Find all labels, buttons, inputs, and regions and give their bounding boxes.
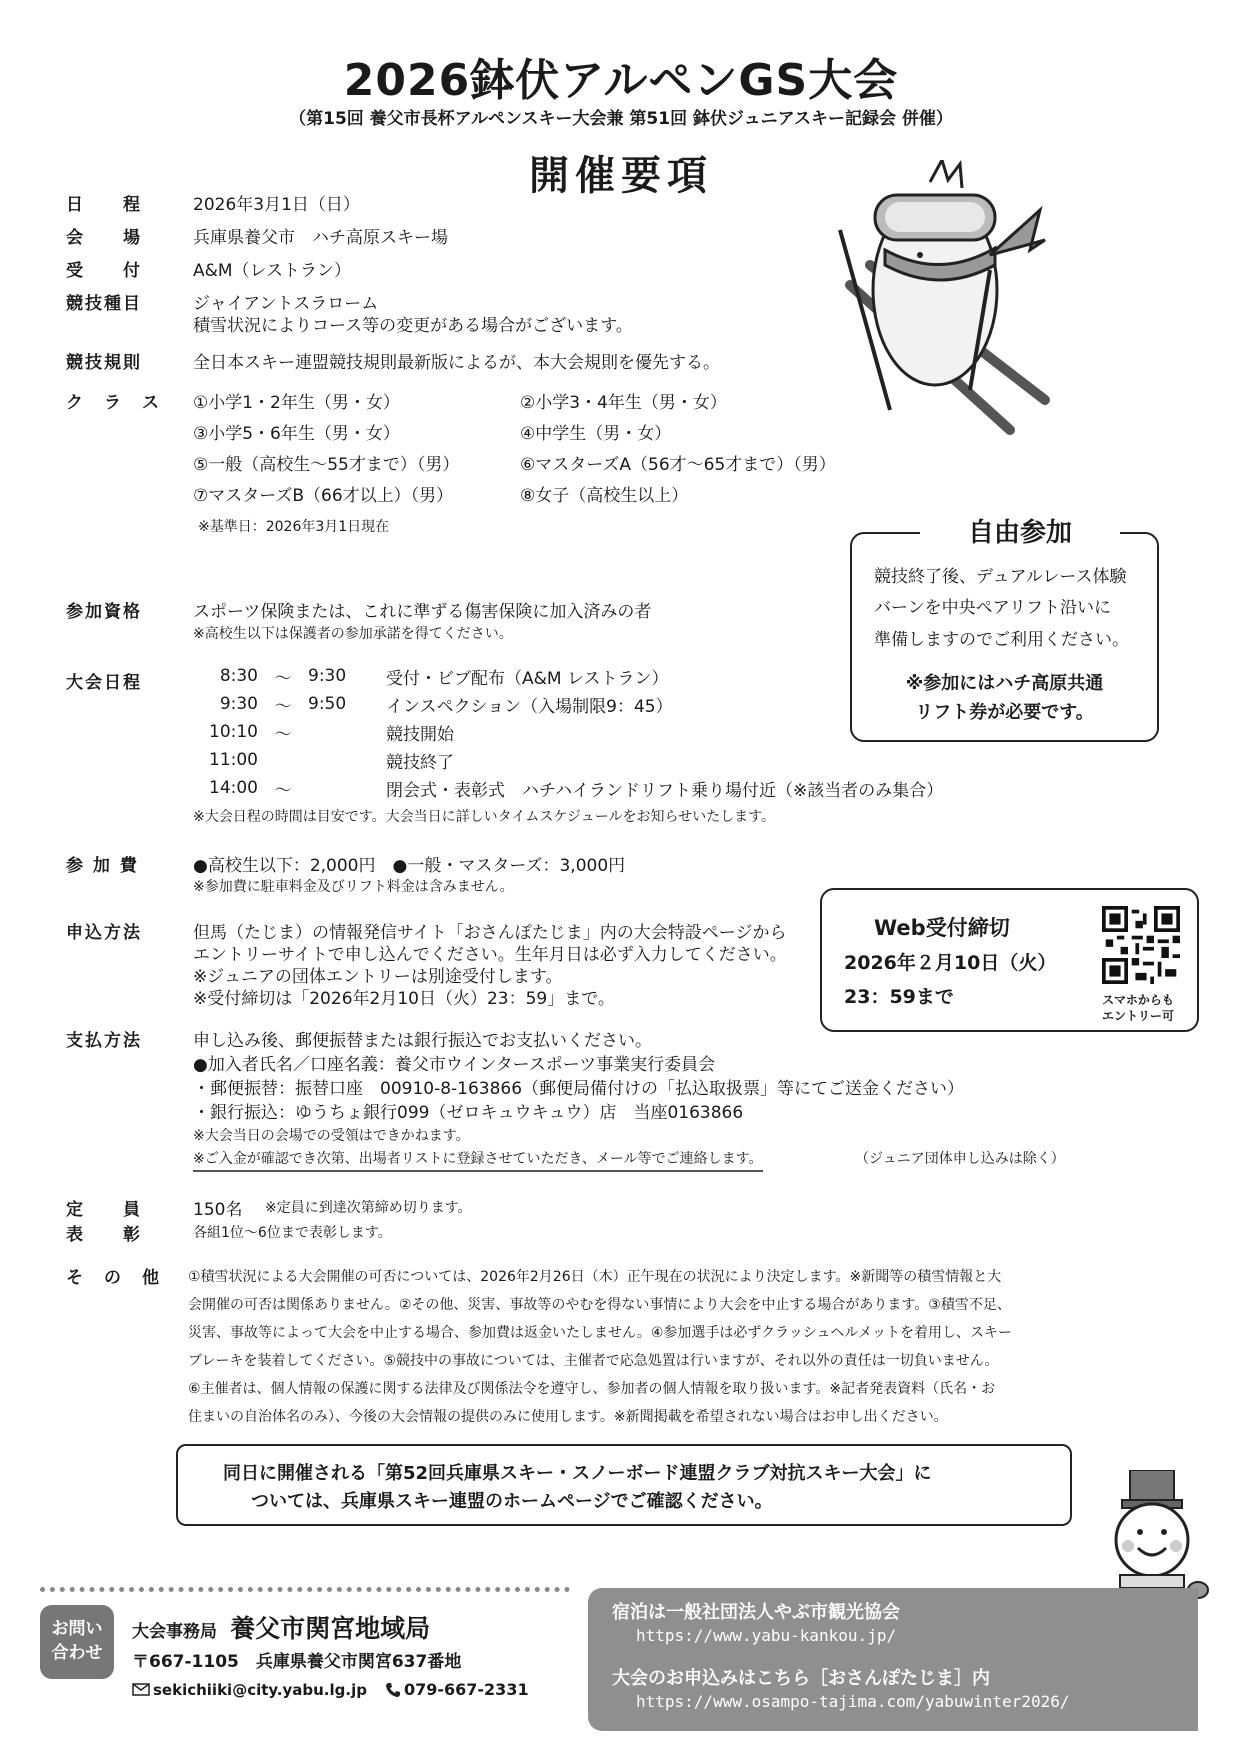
notice-line2: ついては、兵庫県スキー連盟のホームページでご確認ください。: [251, 1490, 773, 1512]
other-line: ブレーキを装着してください。⑤競技中の事故については、主催者で応急処置は行いますが、それ以外の責任は一切負いません。: [188, 1353, 999, 1369]
value-event-line2: 積雪状況によりコース等の変更がある場合がございます。: [193, 316, 633, 336]
label-reception: 受 付: [66, 261, 142, 281]
other-line: 災害、事故等によって大会を中止する場合、参加費は返金いたしません。④参加選手は必ずクラッシュヘルメットを着用し、スキー: [188, 1325, 1012, 1341]
timetable-sep: 〜: [274, 724, 292, 745]
value-capacity: 150名: [193, 1200, 243, 1220]
stay-url[interactable]: https://www.yabu-kankou.jp/: [636, 1626, 897, 1645]
timetable-end: [308, 774, 364, 802]
label-schedule-date: 日 程: [66, 195, 142, 215]
class-item: ⑧女子（高校生以上）: [520, 486, 689, 506]
contact-badge: [40, 1605, 114, 1679]
deadline-date: 2026年２月10日（火）: [844, 952, 1057, 974]
stay-text: 宿泊は一般社団法人やぶ市観光協会: [612, 1602, 900, 1623]
phone-icon: [385, 1682, 401, 1698]
payment-note1: ※大会当日の会場での受領はできかねます。: [193, 1128, 470, 1144]
application-line: ※ジュニアの団体エントリーは別途受付します。: [193, 967, 563, 987]
value-eligibility: スポーツ保険または、これに準ずる傷害保険に加入済みの者: [193, 602, 652, 622]
timetable-sep: 〜: [274, 780, 292, 801]
other-line: ⑥主催者は、個人情報の保護に関する法律及び関係法令を遵守し、参加者の個人情報を取り扱います。※記者発表資料（氏名・お: [188, 1381, 996, 1397]
label-other: そ の 他: [66, 1268, 161, 1288]
deadline-time: 23：59まで: [844, 986, 954, 1008]
contact-badge-line1: お問い: [51, 1619, 103, 1640]
mascot-skier-illustration: [830, 160, 1060, 450]
label-capacity: 定 員: [66, 1200, 142, 1220]
timetable-note: ※大会日程の時間は目安です。大会当日に詳しいタイムスケジュールをお知らせいたします。: [193, 809, 775, 825]
value-fee: ●高校生以下：2,000円 ●一般・マスターズ：3,000円: [193, 856, 626, 876]
timetable-row: [196, 774, 943, 802]
application-line: 但馬（たじま）の情報発信サイト「おさんぽたじま」内の大会特設ページから: [193, 923, 787, 943]
timetable-start: 10:10: [209, 722, 258, 742]
timetable-desc: 競技終了: [386, 752, 454, 773]
label-rules: 競技規則: [66, 353, 142, 373]
class-item: ④中学生（男・女）: [520, 424, 672, 444]
free-note1: ※参加にはハチ高原共通: [905, 673, 1104, 694]
payment-line: ・郵便振替：振替口座 00910-8-163866（郵便局備付けの「払込取扱票」等にてご送金ください）: [193, 1079, 965, 1099]
qr-caption2: エントリー可: [1101, 1009, 1174, 1024]
apply-url[interactable]: https://www.osampo-tajima.com/yabuwinter2026/: [636, 1692, 1070, 1711]
contact-phone[interactable]: 079-667-2331: [403, 1680, 529, 1699]
class-item: ②小学3・4年生（男・女）: [520, 393, 727, 413]
timetable-desc: インスペクション（入場制限9：45）: [386, 696, 673, 717]
payment-line: 申し込み後、郵便振替または銀行振込でお支払いください。: [193, 1031, 652, 1051]
free-participation-box: [850, 518, 1159, 742]
timetable-end: [308, 746, 364, 774]
timetable-sep: 〜: [274, 668, 292, 689]
notice-box: [176, 1444, 1072, 1526]
label-timetable: 大会日程: [66, 673, 142, 693]
other-line: 会開催の可否は関係ありません。②その他、災害、事故等のやむを得ない事情により大会を中止する場合があります。③積雪不足、: [188, 1297, 1011, 1313]
timetable-start: 11:00: [209, 750, 258, 770]
free-note2: リフト券が必要です。: [915, 701, 1094, 723]
timetable-row: [196, 746, 943, 774]
timetable-end: [308, 718, 364, 746]
contact-badge-line2: 合わせ: [51, 1643, 103, 1663]
footer-divider: [40, 1587, 570, 1592]
class-item: ③小学5・6年生（男・女）: [193, 424, 400, 444]
application-line: ※受付締切は「2026年2月10日（火）23：59」まで。: [193, 989, 615, 1009]
payment-line: ・銀行振込：ゆうちょ銀行099（ゼロキュウキュウ）店 当座0163866: [193, 1103, 744, 1123]
timetable-desc: 受付・ビブ配布（A&M レストラン）: [386, 668, 669, 689]
application-line: エントリーサイトで申し込んでください。生年月日は必ず入力してください。: [193, 945, 787, 965]
value-award: 各組1位〜6位まで表彰します。: [193, 1225, 392, 1241]
free-participation-title: 自由参加: [920, 512, 1120, 549]
label-eligibility: 参加資格: [66, 602, 142, 622]
page-title: 2026鉢伏アルペンGS大会: [343, 55, 899, 106]
class-item: ⑥マスターズA（56才〜65才まで）（男）: [520, 455, 836, 475]
timetable-sep: [258, 746, 308, 774]
timetable-start: 14:00: [209, 778, 258, 798]
label-fee: 参 加 費: [66, 856, 139, 876]
label-classes: ク ラ ス: [66, 393, 161, 413]
free-line: 準備しますのでご利用ください。: [874, 629, 1129, 650]
qr-caption1: スマホからも: [1102, 993, 1174, 1007]
deadline-title: Web受付締切: [874, 916, 1010, 940]
apply-text: 大会のお申込みはこちら［おさんぽたじま］内: [612, 1668, 990, 1689]
contact-email[interactable]: sekichiiki@city.yabu.lg.jp: [153, 1680, 367, 1699]
payment-note2: ※ご入金が確認でき次第、出場者リストに登録させていただき、メール等でご連絡します。: [193, 1148, 763, 1172]
timetable-desc: 閉会式・表彰式 ハチハイランドリフト乗り場付近（※該当者のみ集合）: [386, 780, 944, 801]
other-line: 住まいの自治体名のみ）、今後の大会情報の提供のみに使用します。※新聞掲載を希望されない場合はお申し出ください。: [188, 1409, 948, 1425]
label-event: 競技種目: [66, 294, 142, 314]
timetable-row: [196, 690, 943, 718]
value-venue: 兵庫県養父市 ハチ高原スキー場: [193, 228, 448, 248]
qr-code-icon[interactable]: [1102, 906, 1180, 984]
payment-note2-suffix: （ジュニア団体申し込みは除く）: [855, 1151, 1065, 1167]
timetable: [196, 662, 943, 802]
timetable-row: [196, 662, 943, 690]
value-event-line1: ジャイアントスラローム: [193, 294, 379, 314]
office-prefix: 大会事務局: [132, 1622, 217, 1642]
payment-line: ●加入者氏名／口座名義：養父市ウインタースポーツ事業実行委員会: [193, 1055, 716, 1075]
timetable-sep: 〜: [274, 696, 292, 717]
timetable-start: 8:30: [219, 666, 258, 686]
classes-note: ※基準日：2026年3月1日現在: [198, 519, 390, 535]
label-venue: 会 場: [66, 228, 142, 248]
label-payment: 支払方法: [66, 1031, 142, 1051]
value-reception: A&M（レストラン）: [193, 261, 352, 281]
other-line: ①積雪状況による大会開催の可否については、2026年2月26日（木）正午現在の状況により決定します。※新聞等の積雪情報と大: [188, 1269, 1002, 1285]
page-subtitle: （第15回 養父市長杯アルペンスキー大会兼 第51回 鉢伏ジュニアスキー記録会 併催）: [289, 109, 953, 129]
office-name: 養父市関宮地域局: [230, 1614, 431, 1643]
class-item: ⑦マスターズB（66才以上）（男）: [193, 486, 454, 506]
timetable-start: 9:30: [219, 694, 258, 714]
class-item: ⑤一般（高校生〜55才まで）（男）: [193, 455, 460, 475]
label-award: 表 彰: [66, 1225, 142, 1245]
notice-line1: 同日に開催される「第52回兵庫県スキー・スノーボード連盟クラブ対抗スキー大会」に: [223, 1463, 932, 1484]
label-application: 申込方法: [66, 923, 142, 943]
fee-note: ※参加費に駐車料金及びリフト料金は含みません。: [193, 879, 514, 895]
eligibility-note: ※高校生以下は保護者の参加承諾を得てください。: [193, 626, 513, 642]
timetable-desc: 競技開始: [386, 724, 454, 745]
mail-icon: [132, 1683, 150, 1696]
value-rules: 全日本スキー連盟競技規則最新版によるが、本大会規則を優先する。: [193, 353, 720, 373]
timetable-end: 9:50: [308, 694, 347, 714]
class-item: ①小学1・2年生（男・女）: [193, 393, 400, 413]
free-line: バーンを中央ペアリフト沿いに: [874, 598, 1111, 619]
timetable-end: 9:30: [308, 666, 347, 686]
info-panel: [588, 1588, 1198, 1731]
capacity-note: ※定員に到達次第締め切ります。: [265, 1200, 472, 1216]
office-address: 〒667-1105 兵庫県養父市関宮637番地: [132, 1652, 462, 1672]
section-heading: 開催要項: [529, 153, 713, 199]
other-text: [188, 1263, 1012, 1431]
value-schedule-date: 2026年3月1日（日）: [193, 195, 360, 215]
free-line: 競技終了後、デュアルレース体験: [874, 567, 1127, 587]
timetable-row: [196, 718, 943, 746]
